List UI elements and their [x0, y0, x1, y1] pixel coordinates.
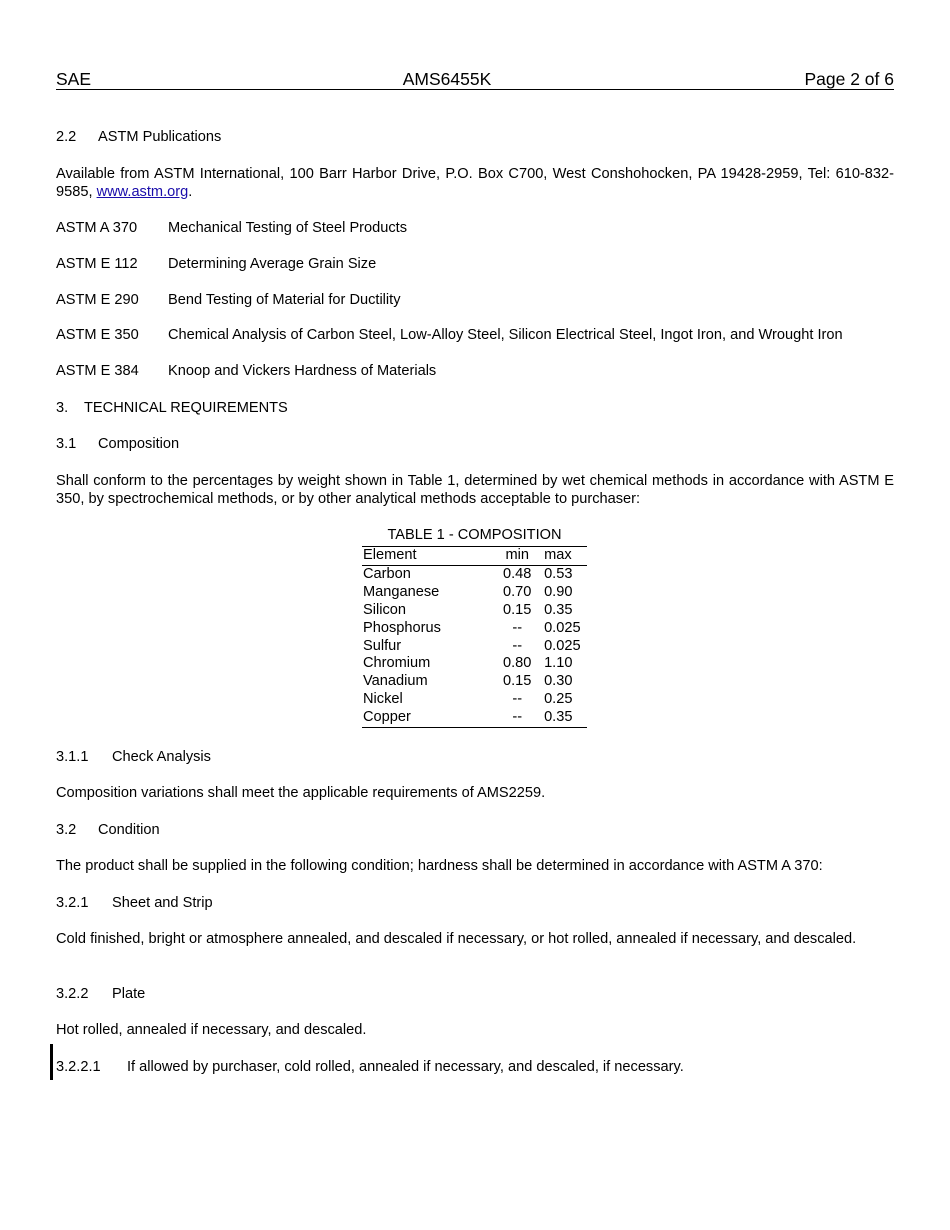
composition-table — [362, 546, 587, 728]
element-cell: Chromium — [363, 655, 431, 672]
column-header-min: min — [505, 547, 529, 563]
max-cell: 1.10 — [544, 655, 573, 672]
section-number: 2.2 — [56, 129, 77, 145]
element-cell: Sulfur — [363, 637, 402, 654]
min-cell: -- — [512, 637, 523, 654]
header-org: SAE — [56, 69, 92, 89]
section-title: Plate — [112, 986, 146, 1002]
table-row — [362, 673, 587, 691]
reference-astm-e384 — [56, 362, 894, 380]
reference-astm-e112 — [56, 255, 894, 273]
reference-code: ASTM E 384 — [56, 363, 139, 379]
max-cell: 0.35 — [544, 601, 573, 618]
section-title: Sheet and Strip — [112, 895, 213, 911]
table-row — [362, 655, 587, 673]
table-row — [362, 565, 587, 583]
sheet-strip-paragraph: Cold finished, bright or atmosphere annealed, and descaled if necessary, or hot rolled, annealed if necessary, and descaled. — [56, 931, 857, 947]
element-cell: Silicon — [363, 601, 406, 618]
section-text: If allowed by purchaser, cold rolled, annealed if necessary, and descaled, if necessary. — [127, 1059, 684, 1075]
section-3-1-1-heading — [56, 748, 894, 766]
table-row — [362, 602, 587, 620]
reference-astm-e290 — [56, 291, 894, 309]
reference-code: ASTM E 112 — [56, 256, 138, 272]
reference-title: Chemical Analysis of Carbon Steel, Low-Alloy Steel, Silicon Electrical Steel, Ingot Iron, and Wrought Iron — [168, 327, 843, 343]
element-cell: Phosphorus — [363, 619, 441, 636]
max-cell: 0.025 — [544, 619, 581, 636]
header-page-number: Page 2 of 6 — [804, 69, 894, 89]
composition-paragraph: Shall conform to the percentages by weight shown in Table 1, determined by wet chemical methods in accordance with ASTM E 350, by spectrochemical methods, or by other analytical methods acceptable to purchaser: — [56, 473, 894, 507]
max-cell: 0.025 — [544, 637, 581, 654]
period: . — [188, 184, 193, 200]
section-title: ASTM Publications — [98, 129, 222, 145]
astm-availability-paragraph — [56, 165, 894, 201]
min-cell: -- — [512, 619, 523, 636]
revision-change-bar — [50, 1044, 53, 1080]
astm-availability-text: Available from ASTM International, 100 Barr Harbor Drive, P.O. Box C700, West Conshohocken, PA 19428-2959, Tel: 610-832-9585, — [56, 166, 894, 200]
min-cell: -- — [512, 691, 523, 708]
section-number: 3.2.2.1 — [56, 1059, 101, 1075]
condition-paragraph: The product shall be supplied in the following condition; hardness shall be determined in accordance with ASTM A 370: — [56, 858, 823, 874]
section-3-2-2-1-paragraph — [56, 1058, 894, 1076]
min-cell: 0.15 — [503, 673, 532, 690]
min-cell: 0.15 — [503, 601, 532, 618]
reference-code: ASTM E 350 — [56, 327, 139, 343]
max-cell: 0.25 — [544, 691, 573, 708]
table-row — [362, 584, 587, 602]
composition-table-container — [362, 526, 587, 728]
reference-astm-a370 — [56, 219, 894, 237]
section-number: 3.1 — [56, 436, 77, 452]
element-cell: Vanadium — [363, 673, 428, 690]
section-title: Composition — [98, 436, 180, 452]
section-number: 3. — [56, 400, 69, 416]
reference-title: Mechanical Testing of Steel Products — [168, 220, 408, 236]
plate-paragraph: Hot rolled, annealed if necessary, and descaled. — [56, 1022, 367, 1038]
table-title: TABLE 1 - COMPOSITION — [387, 527, 562, 543]
document-page — [56, 0, 894, 1230]
section-2-2-heading — [56, 128, 894, 146]
element-cell: Copper — [363, 709, 411, 726]
section-title: Condition — [98, 822, 160, 838]
page-header — [56, 69, 894, 90]
table-row — [362, 638, 587, 656]
reference-title: Determining Average Grain Size — [168, 256, 377, 272]
element-cell: Carbon — [363, 565, 411, 582]
max-cell: 0.35 — [544, 709, 573, 726]
min-cell: 0.80 — [503, 655, 532, 672]
element-cell: Manganese — [363, 583, 440, 600]
check-analysis-paragraph: Composition variations shall meet the applicable requirements of AMS2259. — [56, 785, 546, 801]
section-title: Check Analysis — [112, 749, 211, 765]
section-title: TECHNICAL REQUIREMENTS — [84, 400, 288, 416]
table-row — [362, 620, 587, 638]
max-cell: 0.30 — [544, 673, 573, 690]
table-row — [362, 691, 587, 709]
element-cell: Nickel — [363, 691, 403, 708]
section-number: 3.2.1 — [56, 895, 89, 911]
section-number: 3.1.1 — [56, 749, 89, 765]
reference-code: ASTM A 370 — [56, 220, 138, 236]
reference-title: Bend Testing of Material for Ductility — [168, 292, 401, 308]
reference-title: Knoop and Vickers Hardness of Materials — [168, 363, 437, 379]
min-cell: -- — [512, 709, 523, 726]
min-cell: 0.70 — [503, 583, 532, 600]
section-3-2-2-heading — [56, 985, 894, 1003]
max-cell: 0.90 — [544, 583, 573, 600]
max-cell: 0.53 — [544, 565, 573, 582]
header-doc-number: AMS6455K — [402, 69, 492, 89]
astm-website-link[interactable]: www.astm.org — [96, 184, 189, 200]
table-header-row — [362, 547, 587, 566]
section-3-1-heading — [56, 435, 894, 453]
section-3-2-1-heading — [56, 894, 894, 912]
section-number: 3.2 — [56, 822, 77, 838]
section-3-heading — [56, 399, 894, 417]
section-3-2-heading — [56, 821, 894, 839]
reference-astm-e350 — [56, 326, 894, 344]
reference-code: ASTM E 290 — [56, 292, 139, 308]
table-row — [362, 709, 587, 727]
section-number: 3.2.2 — [56, 986, 89, 1002]
min-cell: 0.48 — [503, 565, 532, 582]
column-header-max: max — [544, 547, 572, 563]
column-header-element: Element — [363, 547, 417, 563]
